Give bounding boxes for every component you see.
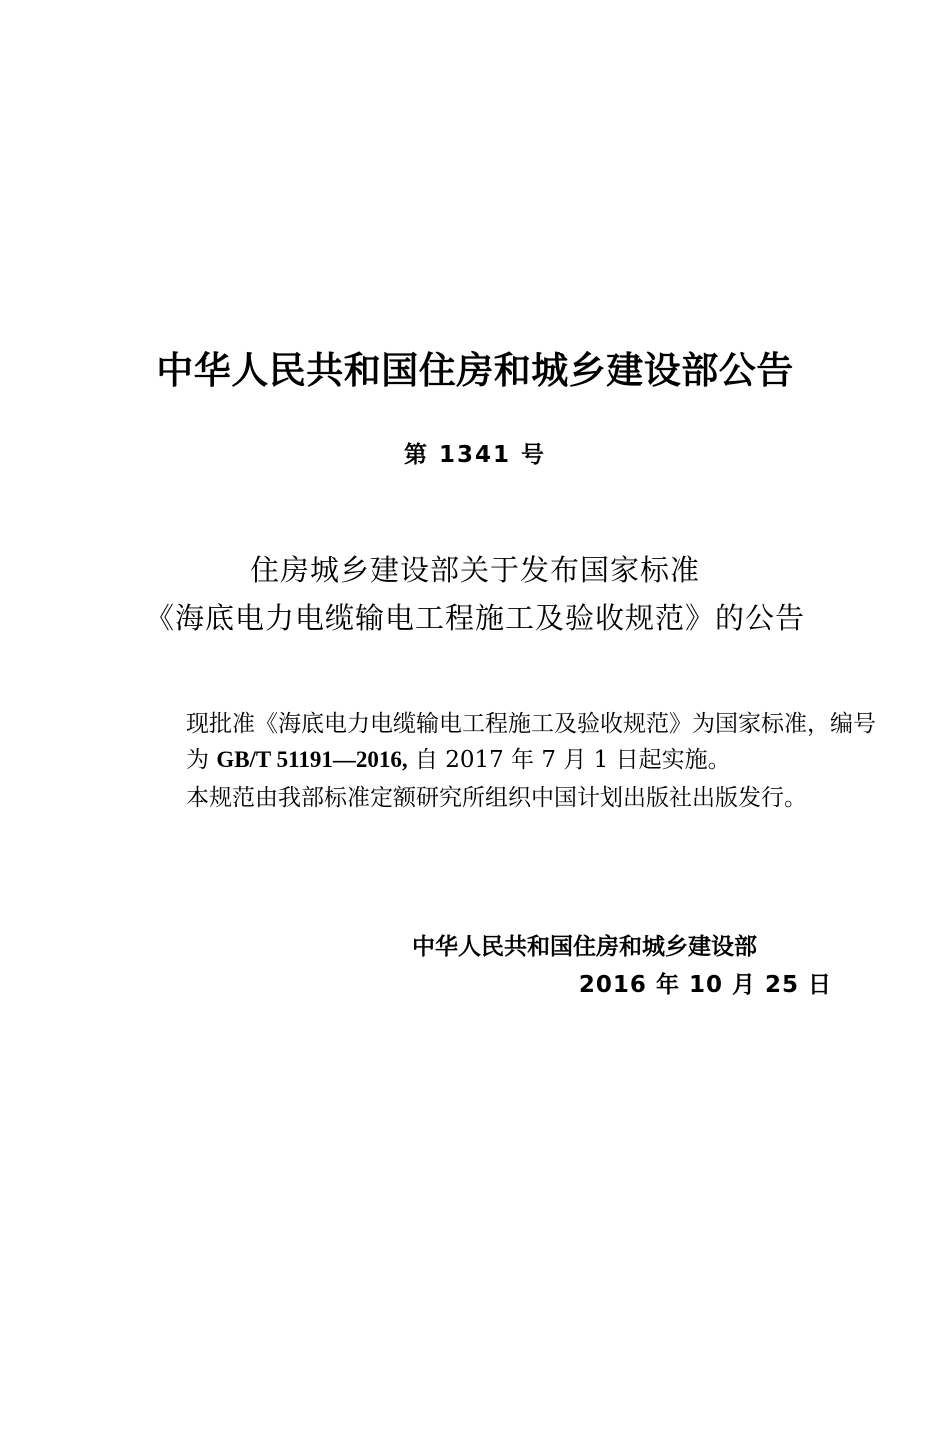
issuer-name: 中华人民共和国住房和城乡建设部 (412, 934, 757, 960)
announcement-subtitle-line2: 《海底电力电缆输电工程施工及验收规范》的公告 (144, 601, 805, 635)
announcement-paragraph-2: 本规范由我部标准定额研究所组织中国计划出版社出版发行。 (186, 785, 807, 811)
standard-code: GB/T 51191—2016, (216, 747, 408, 772)
paragraph-1-text-b: 自 2017 年 7 月 1 日起实施。 (407, 747, 731, 773)
announcement-title: 中华人民共和国住房和城乡建设部公告 (156, 349, 794, 392)
announcement-number: 第 1341 号 (403, 442, 547, 468)
announcement-paragraph-1 (136, 706, 886, 778)
paragraph-1-text-a: 现批准《海底电力电缆输电工程施工及验收规范》为国家标准，编号为 (186, 711, 876, 773)
announcement-subtitle-line1: 住房城乡建设部关于发布国家标准 (249, 553, 700, 587)
issue-date: 2016 年 10 月 25 日 (578, 972, 832, 998)
